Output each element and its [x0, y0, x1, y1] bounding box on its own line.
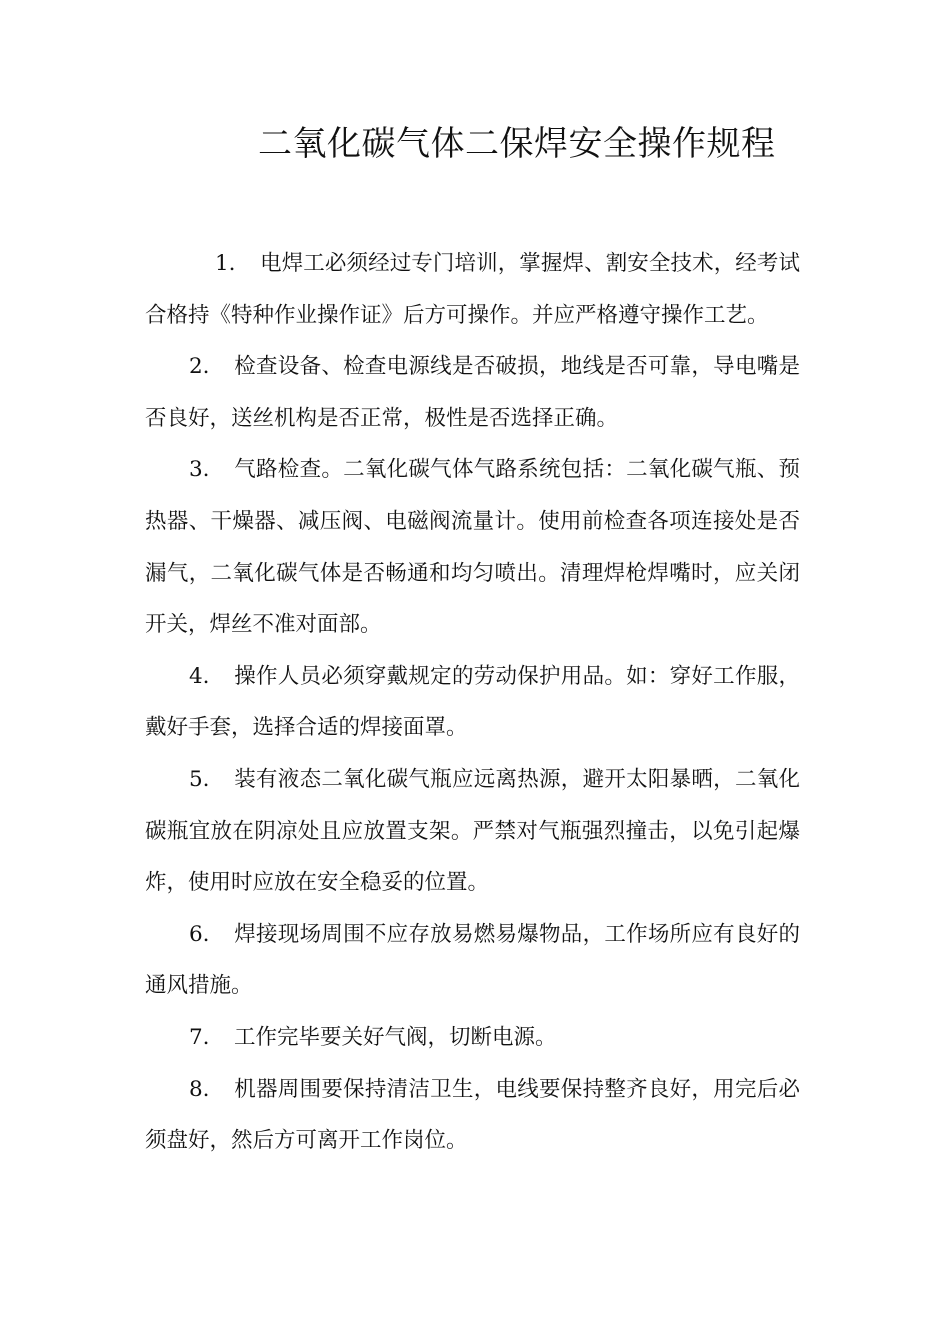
document-title: 二氧化碳气体二保焊安全操作规程 [258, 124, 776, 164]
item-text: 检查设备、检查电源线是否破损，地线是否可靠，导电嘴是否良好，送丝机构是否正常，极性是否选择正确。 [145, 354, 800, 431]
item-number: 3. [189, 457, 210, 483]
item-text: 气路检查。二氧化碳气体气路系统包括：二氧化碳气瓶、预热器、干燥器、减压阀、电磁阀流量计。使用前检查各项连接处是否漏气，二氧化碳气体是否畅通和均匀喷出。清理焊枪焊嘴时，应关闭开关，焊丝不准对面部。 [145, 457, 800, 638]
item-number: 6. [189, 921, 210, 947]
item-number: 8. [189, 1076, 210, 1102]
list-item-2 [145, 341, 800, 444]
item-number: 7. [189, 1024, 210, 1050]
list-item-3 [145, 444, 800, 650]
list-item-1 [145, 238, 800, 341]
item-text: 电焊工必须经过专门培训，掌握焊、割安全技术，经考试合格持《特种作业操作证》后方可操作。并应严格遵守操作工艺。 [145, 251, 800, 328]
item-number: 2. [189, 354, 210, 380]
list-item-6 [145, 909, 800, 1012]
item-number: 4. [189, 663, 210, 689]
list-item-8 [145, 1064, 800, 1167]
item-text: 装有液态二氧化碳气瓶应远离热源，避开太阳暴晒，二氧化碳瓶宜放在阴凉处且应放置支架。严禁对气瓶强烈撞击，以免引起爆炸，使用时应放在安全稳妥的位置。 [145, 766, 800, 896]
item-text: 机器周围要保持清洁卫生，电线要保持整齐良好，用完后必须盘好，然后方可离开工作岗位。 [145, 1076, 800, 1154]
item-number: 1. [215, 251, 236, 276]
item-text: 焊接现场周围不应存放易燃易爆物品，工作场所应有良好的通风措施。 [145, 921, 800, 999]
list-item-4 [145, 651, 800, 754]
list-item-5 [145, 754, 800, 909]
list-item-7 [145, 1012, 800, 1064]
item-text: 操作人员必须穿戴规定的劳动保护用品。如：穿好工作服，戴好手套，选择合适的焊接面罩。 [145, 663, 800, 741]
item-text: 工作完毕要关好气阀，切断电源。 [234, 1024, 557, 1050]
document-body [145, 238, 800, 1167]
item-number: 5. [189, 766, 210, 792]
